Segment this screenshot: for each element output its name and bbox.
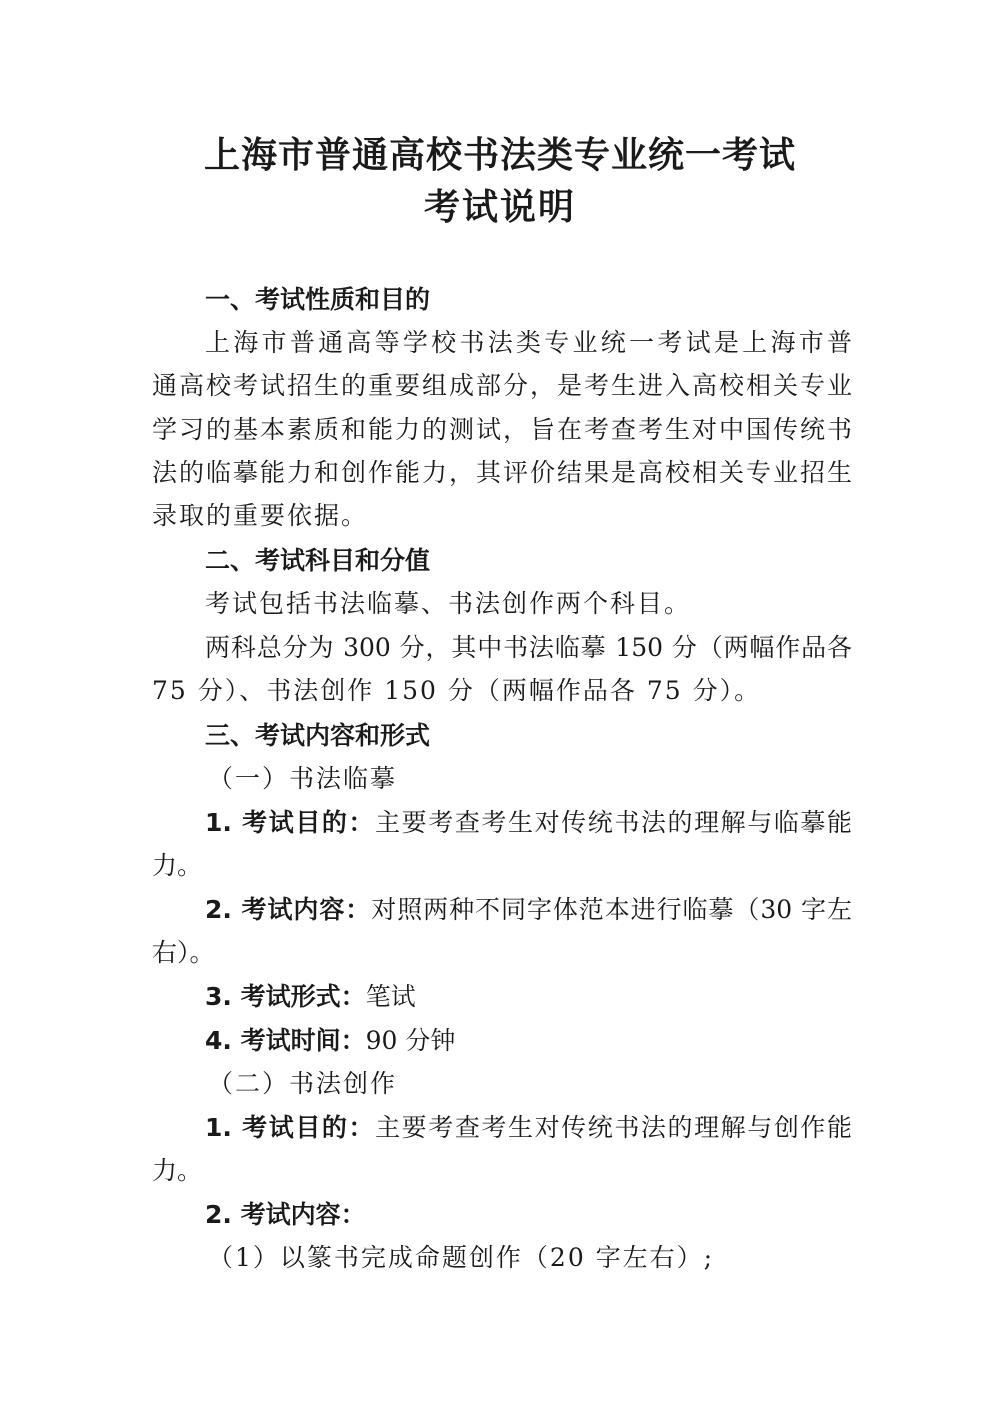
paragraph-line: 录取的重要依据。 xyxy=(152,501,369,530)
item-label: 2. 考试内容： xyxy=(205,1200,366,1229)
paragraph-line: 75 分）、书法创作 150 分（两幅作品各 75 分）。 xyxy=(152,676,762,705)
paragraph-line: 力。 xyxy=(152,851,203,880)
paragraph-line: 法的临摹能力和创作能力，其评价结果是高校相关专业招生 xyxy=(152,458,852,487)
list-item xyxy=(205,1112,852,1144)
item-text: 90 分钟 xyxy=(365,1026,456,1055)
list-item xyxy=(205,981,852,1013)
item-text: 主要考查考生对传统书法的理解与临摹能 xyxy=(375,808,852,837)
item-label: 4. 考试时间： xyxy=(205,1026,366,1055)
subsection-heading-1: （一）书法临摹 xyxy=(208,764,398,793)
paragraph-line: 通高校考试招生的重要组成部分，是考生进入高校相关专业 xyxy=(152,371,852,400)
section-heading-3: 三、考试内容和形式 xyxy=(205,721,431,750)
section-heading-2: 二、考试科目和分值 xyxy=(205,546,431,575)
paragraph-line: 力。 xyxy=(152,1156,203,1185)
list-item xyxy=(205,1025,852,1057)
item-text: 主要考查考生对传统书法的理解与创作能 xyxy=(375,1113,852,1142)
section-heading-1: 一、考试性质和目的 xyxy=(205,285,431,314)
subsection-heading-2: （二）书法创作 xyxy=(208,1069,398,1098)
item-label: 1. 考试目的： xyxy=(205,1113,376,1142)
paragraph-line: 学习的基本素质和能力的测试，旨在考查考生对中国传统书 xyxy=(152,415,852,444)
document-title: 上海市普通高校书法类专业统一考试 xyxy=(203,135,796,176)
item-label: 3. 考试形式： xyxy=(205,982,366,1011)
list-item xyxy=(205,894,852,926)
paragraph-line: 右）。 xyxy=(152,938,215,967)
item-text: 对照两种不同字体范本进行临摹（30 字左 xyxy=(371,895,852,924)
paragraph-line: 考试包括书法临摹、书法创作两个科目。 xyxy=(205,589,692,618)
list-item xyxy=(205,807,852,839)
item-text: 笔试 xyxy=(365,982,416,1011)
paragraph-line: 上海市普通高等学校书法类专业统一考试是上海市普 xyxy=(205,328,852,357)
list-item: （1）以篆书完成命题创作（20 字左右）; xyxy=(208,1243,715,1272)
item-label: 2. 考试内容： xyxy=(205,895,372,924)
paragraph-line: 两科总分为 300 分，其中书法临摹 150 分（两幅作品各 xyxy=(205,633,852,662)
document-subtitle: 考试说明 xyxy=(423,187,576,228)
item-label: 1. 考试目的： xyxy=(205,808,376,837)
